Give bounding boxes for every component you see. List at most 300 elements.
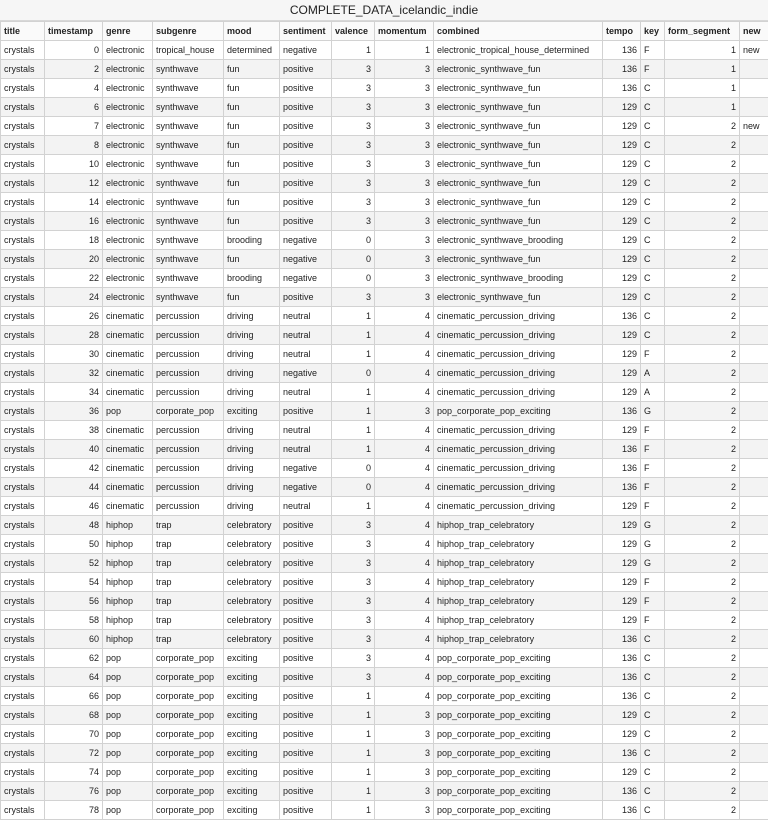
cell-key[interactable]: C bbox=[641, 212, 665, 231]
cell-genre[interactable]: cinematic bbox=[103, 383, 153, 402]
cell-genre[interactable]: cinematic bbox=[103, 497, 153, 516]
cell-combined[interactable]: cinematic_percussion_driving bbox=[434, 383, 603, 402]
cell-new[interactable] bbox=[740, 782, 768, 801]
cell-sentiment[interactable]: positive bbox=[280, 193, 332, 212]
cell-genre[interactable]: hiphop bbox=[103, 554, 153, 573]
cell-form-segment[interactable]: 2 bbox=[665, 288, 740, 307]
cell-timestamp[interactable]: 38 bbox=[45, 421, 103, 440]
cell-form-segment[interactable]: 2 bbox=[665, 269, 740, 288]
cell-combined[interactable]: pop_corporate_pop_exciting bbox=[434, 744, 603, 763]
cell-genre[interactable]: hiphop bbox=[103, 535, 153, 554]
cell-genre[interactable]: electronic bbox=[103, 98, 153, 117]
cell-new[interactable]: new bbox=[740, 117, 768, 136]
cell-key[interactable]: C bbox=[641, 269, 665, 288]
cell-momentum[interactable]: 3 bbox=[375, 98, 434, 117]
cell-valence[interactable]: 1 bbox=[332, 687, 375, 706]
cell-key[interactable]: G bbox=[641, 535, 665, 554]
cell-subgenre[interactable]: synthwave bbox=[153, 212, 224, 231]
cell-mood[interactable]: exciting bbox=[224, 763, 280, 782]
cell-sentiment[interactable]: positive bbox=[280, 592, 332, 611]
column-header-mood[interactable]: mood bbox=[224, 22, 280, 41]
cell-momentum[interactable]: 3 bbox=[375, 193, 434, 212]
cell-sentiment[interactable]: positive bbox=[280, 630, 332, 649]
cell-tempo[interactable]: 129 bbox=[603, 193, 641, 212]
cell-genre[interactable]: electronic bbox=[103, 117, 153, 136]
cell-key[interactable]: C bbox=[641, 326, 665, 345]
cell-tempo[interactable]: 129 bbox=[603, 269, 641, 288]
cell-valence[interactable]: 1 bbox=[332, 801, 375, 820]
cell-timestamp[interactable]: 4 bbox=[45, 79, 103, 98]
cell-sentiment[interactable]: positive bbox=[280, 782, 332, 801]
cell-tempo[interactable]: 136 bbox=[603, 687, 641, 706]
cell-tempo[interactable]: 136 bbox=[603, 307, 641, 326]
cell-momentum[interactable]: 3 bbox=[375, 250, 434, 269]
cell-timestamp[interactable]: 16 bbox=[45, 212, 103, 231]
cell-new[interactable] bbox=[740, 706, 768, 725]
cell-valence[interactable]: 1 bbox=[332, 497, 375, 516]
cell-genre[interactable]: electronic bbox=[103, 231, 153, 250]
cell-subgenre[interactable]: synthwave bbox=[153, 98, 224, 117]
cell-form-segment[interactable]: 2 bbox=[665, 763, 740, 782]
cell-tempo[interactable]: 136 bbox=[603, 41, 641, 60]
cell-key[interactable]: A bbox=[641, 364, 665, 383]
cell-timestamp[interactable]: 30 bbox=[45, 345, 103, 364]
cell-new[interactable] bbox=[740, 269, 768, 288]
cell-combined[interactable]: cinematic_percussion_driving bbox=[434, 307, 603, 326]
cell-sentiment[interactable]: positive bbox=[280, 611, 332, 630]
cell-sentiment[interactable]: positive bbox=[280, 212, 332, 231]
cell-timestamp[interactable]: 28 bbox=[45, 326, 103, 345]
cell-mood[interactable]: driving bbox=[224, 345, 280, 364]
cell-form-segment[interactable]: 2 bbox=[665, 402, 740, 421]
cell-title[interactable]: crystals bbox=[1, 497, 45, 516]
cell-key[interactable]: C bbox=[641, 801, 665, 820]
cell-tempo[interactable]: 129 bbox=[603, 288, 641, 307]
cell-valence[interactable]: 3 bbox=[332, 554, 375, 573]
cell-new[interactable] bbox=[740, 250, 768, 269]
table-row[interactable] bbox=[1, 326, 768, 345]
cell-genre[interactable]: cinematic bbox=[103, 307, 153, 326]
cell-combined[interactable]: hiphop_trap_celebratory bbox=[434, 516, 603, 535]
cell-subgenre[interactable]: synthwave bbox=[153, 250, 224, 269]
cell-subgenre[interactable]: trap bbox=[153, 554, 224, 573]
cell-valence[interactable]: 3 bbox=[332, 98, 375, 117]
cell-momentum[interactable]: 4 bbox=[375, 345, 434, 364]
cell-combined[interactable]: pop_corporate_pop_exciting bbox=[434, 763, 603, 782]
cell-new[interactable] bbox=[740, 383, 768, 402]
cell-subgenre[interactable]: percussion bbox=[153, 345, 224, 364]
cell-valence[interactable]: 3 bbox=[332, 212, 375, 231]
cell-key[interactable]: C bbox=[641, 79, 665, 98]
cell-title[interactable]: crystals bbox=[1, 155, 45, 174]
cell-form-segment[interactable]: 2 bbox=[665, 782, 740, 801]
cell-genre[interactable]: cinematic bbox=[103, 364, 153, 383]
cell-mood[interactable]: fun bbox=[224, 60, 280, 79]
cell-valence[interactable]: 3 bbox=[332, 649, 375, 668]
cell-genre[interactable]: electronic bbox=[103, 155, 153, 174]
cell-new[interactable] bbox=[740, 60, 768, 79]
cell-timestamp[interactable]: 32 bbox=[45, 364, 103, 383]
cell-tempo[interactable]: 129 bbox=[603, 231, 641, 250]
column-header-key[interactable]: key bbox=[641, 22, 665, 41]
cell-title[interactable]: crystals bbox=[1, 269, 45, 288]
cell-sentiment[interactable]: positive bbox=[280, 79, 332, 98]
cell-form-segment[interactable]: 2 bbox=[665, 687, 740, 706]
cell-combined[interactable]: cinematic_percussion_driving bbox=[434, 421, 603, 440]
cell-subgenre[interactable]: corporate_pop bbox=[153, 725, 224, 744]
cell-momentum[interactable]: 4 bbox=[375, 592, 434, 611]
cell-subgenre[interactable]: percussion bbox=[153, 326, 224, 345]
cell-mood[interactable]: brooding bbox=[224, 269, 280, 288]
cell-mood[interactable]: fun bbox=[224, 155, 280, 174]
cell-new[interactable] bbox=[740, 98, 768, 117]
cell-combined[interactable]: cinematic_percussion_driving bbox=[434, 459, 603, 478]
cell-new[interactable] bbox=[740, 497, 768, 516]
cell-new[interactable] bbox=[740, 212, 768, 231]
cell-genre[interactable]: hiphop bbox=[103, 516, 153, 535]
cell-valence[interactable]: 0 bbox=[332, 364, 375, 383]
cell-title[interactable]: crystals bbox=[1, 288, 45, 307]
cell-mood[interactable]: celebratory bbox=[224, 535, 280, 554]
cell-genre[interactable]: electronic bbox=[103, 212, 153, 231]
cell-valence[interactable]: 3 bbox=[332, 668, 375, 687]
cell-form-segment[interactable]: 2 bbox=[665, 649, 740, 668]
cell-momentum[interactable]: 4 bbox=[375, 326, 434, 345]
cell-sentiment[interactable]: negative bbox=[280, 269, 332, 288]
cell-new[interactable] bbox=[740, 459, 768, 478]
cell-key[interactable]: F bbox=[641, 440, 665, 459]
cell-form-segment[interactable]: 2 bbox=[665, 478, 740, 497]
cell-sentiment[interactable]: positive bbox=[280, 554, 332, 573]
cell-tempo[interactable]: 136 bbox=[603, 801, 641, 820]
cell-subgenre[interactable]: percussion bbox=[153, 383, 224, 402]
cell-sentiment[interactable]: positive bbox=[280, 402, 332, 421]
cell-new[interactable] bbox=[740, 763, 768, 782]
cell-new[interactable]: new bbox=[740, 41, 768, 60]
cell-genre[interactable]: pop bbox=[103, 402, 153, 421]
table-row[interactable] bbox=[1, 345, 768, 364]
cell-mood[interactable]: celebratory bbox=[224, 611, 280, 630]
cell-key[interactable]: C bbox=[641, 630, 665, 649]
cell-valence[interactable]: 1 bbox=[332, 402, 375, 421]
cell-timestamp[interactable]: 18 bbox=[45, 231, 103, 250]
cell-timestamp[interactable]: 60 bbox=[45, 630, 103, 649]
cell-new[interactable] bbox=[740, 231, 768, 250]
cell-subgenre[interactable]: percussion bbox=[153, 478, 224, 497]
cell-tempo[interactable]: 129 bbox=[603, 497, 641, 516]
cell-timestamp[interactable]: 0 bbox=[45, 41, 103, 60]
cell-valence[interactable]: 1 bbox=[332, 41, 375, 60]
cell-subgenre[interactable]: synthwave bbox=[153, 193, 224, 212]
cell-key[interactable]: F bbox=[641, 459, 665, 478]
cell-subgenre[interactable]: percussion bbox=[153, 421, 224, 440]
cell-mood[interactable]: driving bbox=[224, 421, 280, 440]
cell-form-segment[interactable]: 2 bbox=[665, 592, 740, 611]
cell-key[interactable]: C bbox=[641, 174, 665, 193]
cell-tempo[interactable]: 136 bbox=[603, 744, 641, 763]
cell-key[interactable]: F bbox=[641, 611, 665, 630]
cell-combined[interactable]: electronic_synthwave_fun bbox=[434, 136, 603, 155]
table-row[interactable] bbox=[1, 60, 768, 79]
cell-title[interactable]: crystals bbox=[1, 41, 45, 60]
cell-combined[interactable]: hiphop_trap_celebratory bbox=[434, 554, 603, 573]
cell-title[interactable]: crystals bbox=[1, 421, 45, 440]
cell-form-segment[interactable]: 2 bbox=[665, 554, 740, 573]
cell-form-segment[interactable]: 2 bbox=[665, 193, 740, 212]
cell-subgenre[interactable]: corporate_pop bbox=[153, 402, 224, 421]
cell-tempo[interactable]: 129 bbox=[603, 364, 641, 383]
column-header-momentum[interactable]: momentum bbox=[375, 22, 434, 41]
cell-valence[interactable]: 0 bbox=[332, 231, 375, 250]
column-header-timestamp[interactable]: timestamp bbox=[45, 22, 103, 41]
cell-new[interactable] bbox=[740, 649, 768, 668]
cell-subgenre[interactable]: trap bbox=[153, 516, 224, 535]
cell-form-segment[interactable]: 2 bbox=[665, 117, 740, 136]
cell-sentiment[interactable]: positive bbox=[280, 649, 332, 668]
cell-sentiment[interactable]: negative bbox=[280, 364, 332, 383]
cell-subgenre[interactable]: percussion bbox=[153, 440, 224, 459]
cell-genre[interactable]: pop bbox=[103, 668, 153, 687]
cell-tempo[interactable]: 136 bbox=[603, 79, 641, 98]
cell-timestamp[interactable]: 54 bbox=[45, 573, 103, 592]
cell-mood[interactable]: exciting bbox=[224, 649, 280, 668]
cell-new[interactable] bbox=[740, 535, 768, 554]
cell-genre[interactable]: hiphop bbox=[103, 573, 153, 592]
cell-title[interactable]: crystals bbox=[1, 630, 45, 649]
cell-subgenre[interactable]: trap bbox=[153, 630, 224, 649]
cell-genre[interactable]: pop bbox=[103, 706, 153, 725]
cell-title[interactable]: crystals bbox=[1, 592, 45, 611]
cell-sentiment[interactable]: positive bbox=[280, 573, 332, 592]
cell-timestamp[interactable]: 62 bbox=[45, 649, 103, 668]
cell-timestamp[interactable]: 76 bbox=[45, 782, 103, 801]
cell-title[interactable]: crystals bbox=[1, 706, 45, 725]
cell-mood[interactable]: fun bbox=[224, 212, 280, 231]
cell-genre[interactable]: electronic bbox=[103, 60, 153, 79]
cell-momentum[interactable]: 4 bbox=[375, 307, 434, 326]
cell-form-segment[interactable]: 2 bbox=[665, 516, 740, 535]
table-row[interactable] bbox=[1, 725, 768, 744]
cell-key[interactable]: C bbox=[641, 231, 665, 250]
cell-title[interactable]: crystals bbox=[1, 364, 45, 383]
cell-timestamp[interactable]: 70 bbox=[45, 725, 103, 744]
cell-genre[interactable]: pop bbox=[103, 725, 153, 744]
cell-key[interactable]: C bbox=[641, 193, 665, 212]
cell-timestamp[interactable]: 26 bbox=[45, 307, 103, 326]
cell-momentum[interactable]: 4 bbox=[375, 459, 434, 478]
cell-form-segment[interactable]: 2 bbox=[665, 345, 740, 364]
cell-sentiment[interactable]: negative bbox=[280, 459, 332, 478]
cell-combined[interactable]: pop_corporate_pop_exciting bbox=[434, 402, 603, 421]
cell-tempo[interactable]: 129 bbox=[603, 573, 641, 592]
cell-new[interactable] bbox=[740, 421, 768, 440]
cell-new[interactable] bbox=[740, 364, 768, 383]
cell-key[interactable]: C bbox=[641, 117, 665, 136]
cell-timestamp[interactable]: 6 bbox=[45, 98, 103, 117]
cell-timestamp[interactable]: 44 bbox=[45, 478, 103, 497]
cell-mood[interactable]: exciting bbox=[224, 782, 280, 801]
cell-subgenre[interactable]: trap bbox=[153, 611, 224, 630]
cell-title[interactable]: crystals bbox=[1, 307, 45, 326]
cell-sentiment[interactable]: positive bbox=[280, 668, 332, 687]
cell-timestamp[interactable]: 22 bbox=[45, 269, 103, 288]
cell-mood[interactable]: brooding bbox=[224, 231, 280, 250]
cell-form-segment[interactable]: 2 bbox=[665, 668, 740, 687]
cell-genre[interactable]: electronic bbox=[103, 250, 153, 269]
cell-timestamp[interactable]: 68 bbox=[45, 706, 103, 725]
cell-tempo[interactable]: 129 bbox=[603, 763, 641, 782]
cell-sentiment[interactable]: positive bbox=[280, 516, 332, 535]
cell-mood[interactable]: driving bbox=[224, 307, 280, 326]
cell-subgenre[interactable]: trap bbox=[153, 535, 224, 554]
cell-valence[interactable]: 3 bbox=[332, 136, 375, 155]
cell-tempo[interactable]: 129 bbox=[603, 155, 641, 174]
cell-form-segment[interactable]: 2 bbox=[665, 706, 740, 725]
cell-momentum[interactable]: 4 bbox=[375, 478, 434, 497]
cell-valence[interactable]: 0 bbox=[332, 269, 375, 288]
cell-valence[interactable]: 3 bbox=[332, 573, 375, 592]
cell-new[interactable] bbox=[740, 630, 768, 649]
cell-combined[interactable]: pop_corporate_pop_exciting bbox=[434, 668, 603, 687]
cell-genre[interactable]: cinematic bbox=[103, 326, 153, 345]
cell-combined[interactable]: hiphop_trap_celebratory bbox=[434, 535, 603, 554]
table-row[interactable] bbox=[1, 250, 768, 269]
cell-momentum[interactable]: 4 bbox=[375, 516, 434, 535]
cell-momentum[interactable]: 3 bbox=[375, 117, 434, 136]
cell-subgenre[interactable]: percussion bbox=[153, 364, 224, 383]
cell-sentiment[interactable]: positive bbox=[280, 288, 332, 307]
cell-sentiment[interactable]: negative bbox=[280, 231, 332, 250]
cell-form-segment[interactable]: 2 bbox=[665, 307, 740, 326]
column-header-form-segment[interactable]: form_segment bbox=[665, 22, 740, 41]
cell-combined[interactable]: cinematic_percussion_driving bbox=[434, 497, 603, 516]
cell-timestamp[interactable]: 40 bbox=[45, 440, 103, 459]
cell-tempo[interactable]: 129 bbox=[603, 535, 641, 554]
cell-valence[interactable]: 3 bbox=[332, 193, 375, 212]
cell-momentum[interactable]: 3 bbox=[375, 155, 434, 174]
table-row[interactable] bbox=[1, 801, 768, 820]
cell-mood[interactable]: celebratory bbox=[224, 516, 280, 535]
cell-subgenre[interactable]: synthwave bbox=[153, 174, 224, 193]
cell-new[interactable] bbox=[740, 402, 768, 421]
cell-timestamp[interactable]: 52 bbox=[45, 554, 103, 573]
cell-valence[interactable]: 0 bbox=[332, 250, 375, 269]
cell-momentum[interactable]: 4 bbox=[375, 554, 434, 573]
cell-combined[interactable]: pop_corporate_pop_exciting bbox=[434, 706, 603, 725]
cell-tempo[interactable]: 136 bbox=[603, 440, 641, 459]
cell-genre[interactable]: hiphop bbox=[103, 611, 153, 630]
cell-valence[interactable]: 1 bbox=[332, 383, 375, 402]
cell-tempo[interactable]: 129 bbox=[603, 117, 641, 136]
cell-subgenre[interactable]: percussion bbox=[153, 307, 224, 326]
cell-subgenre[interactable]: corporate_pop bbox=[153, 649, 224, 668]
cell-new[interactable] bbox=[740, 307, 768, 326]
cell-momentum[interactable]: 4 bbox=[375, 440, 434, 459]
table-row[interactable] bbox=[1, 364, 768, 383]
cell-mood[interactable]: driving bbox=[224, 478, 280, 497]
cell-genre[interactable]: electronic bbox=[103, 193, 153, 212]
cell-tempo[interactable]: 129 bbox=[603, 592, 641, 611]
cell-valence[interactable]: 3 bbox=[332, 155, 375, 174]
cell-genre[interactable]: cinematic bbox=[103, 345, 153, 364]
cell-key[interactable]: F bbox=[641, 497, 665, 516]
cell-tempo[interactable]: 129 bbox=[603, 516, 641, 535]
cell-title[interactable]: crystals bbox=[1, 174, 45, 193]
cell-sentiment[interactable]: neutral bbox=[280, 383, 332, 402]
cell-subgenre[interactable]: synthwave bbox=[153, 117, 224, 136]
cell-new[interactable] bbox=[740, 592, 768, 611]
cell-sentiment[interactable]: positive bbox=[280, 801, 332, 820]
table-row[interactable] bbox=[1, 440, 768, 459]
cell-title[interactable]: crystals bbox=[1, 535, 45, 554]
cell-combined[interactable]: pop_corporate_pop_exciting bbox=[434, 782, 603, 801]
cell-form-segment[interactable]: 1 bbox=[665, 79, 740, 98]
cell-title[interactable]: crystals bbox=[1, 231, 45, 250]
cell-momentum[interactable]: 3 bbox=[375, 782, 434, 801]
cell-genre[interactable]: electronic bbox=[103, 288, 153, 307]
cell-subgenre[interactable]: synthwave bbox=[153, 231, 224, 250]
cell-mood[interactable]: exciting bbox=[224, 706, 280, 725]
column-header-tempo[interactable]: tempo bbox=[603, 22, 641, 41]
cell-new[interactable] bbox=[740, 155, 768, 174]
cell-valence[interactable]: 1 bbox=[332, 706, 375, 725]
cell-subgenre[interactable]: synthwave bbox=[153, 79, 224, 98]
cell-sentiment[interactable]: neutral bbox=[280, 326, 332, 345]
cell-mood[interactable]: fun bbox=[224, 98, 280, 117]
cell-key[interactable]: C bbox=[641, 307, 665, 326]
cell-form-segment[interactable]: 1 bbox=[665, 60, 740, 79]
cell-tempo[interactable]: 136 bbox=[603, 478, 641, 497]
cell-tempo[interactable]: 129 bbox=[603, 174, 641, 193]
cell-key[interactable]: F bbox=[641, 60, 665, 79]
table-row[interactable] bbox=[1, 79, 768, 98]
cell-momentum[interactable]: 4 bbox=[375, 630, 434, 649]
cell-tempo[interactable]: 129 bbox=[603, 345, 641, 364]
cell-combined[interactable]: cinematic_percussion_driving bbox=[434, 345, 603, 364]
cell-genre[interactable]: hiphop bbox=[103, 630, 153, 649]
cell-form-segment[interactable]: 2 bbox=[665, 231, 740, 250]
cell-genre[interactable]: electronic bbox=[103, 79, 153, 98]
table-row[interactable] bbox=[1, 668, 768, 687]
cell-timestamp[interactable]: 42 bbox=[45, 459, 103, 478]
cell-key[interactable]: C bbox=[641, 668, 665, 687]
cell-new[interactable] bbox=[740, 725, 768, 744]
cell-sentiment[interactable]: neutral bbox=[280, 345, 332, 364]
cell-tempo[interactable]: 129 bbox=[603, 136, 641, 155]
table-row[interactable] bbox=[1, 763, 768, 782]
cell-sentiment[interactable]: positive bbox=[280, 117, 332, 136]
cell-momentum[interactable]: 1 bbox=[375, 41, 434, 60]
cell-key[interactable]: C bbox=[641, 725, 665, 744]
cell-genre[interactable]: cinematic bbox=[103, 421, 153, 440]
table-row[interactable] bbox=[1, 573, 768, 592]
table-row[interactable] bbox=[1, 402, 768, 421]
cell-new[interactable] bbox=[740, 136, 768, 155]
cell-valence[interactable]: 0 bbox=[332, 478, 375, 497]
cell-title[interactable]: crystals bbox=[1, 402, 45, 421]
cell-form-segment[interactable]: 2 bbox=[665, 440, 740, 459]
cell-form-segment[interactable]: 2 bbox=[665, 573, 740, 592]
cell-subgenre[interactable]: corporate_pop bbox=[153, 706, 224, 725]
cell-valence[interactable]: 3 bbox=[332, 630, 375, 649]
cell-sentiment[interactable]: neutral bbox=[280, 421, 332, 440]
cell-valence[interactable]: 1 bbox=[332, 763, 375, 782]
cell-mood[interactable]: exciting bbox=[224, 725, 280, 744]
cell-timestamp[interactable]: 34 bbox=[45, 383, 103, 402]
cell-combined[interactable]: hiphop_trap_celebratory bbox=[434, 573, 603, 592]
cell-new[interactable] bbox=[740, 554, 768, 573]
table-row[interactable] bbox=[1, 611, 768, 630]
